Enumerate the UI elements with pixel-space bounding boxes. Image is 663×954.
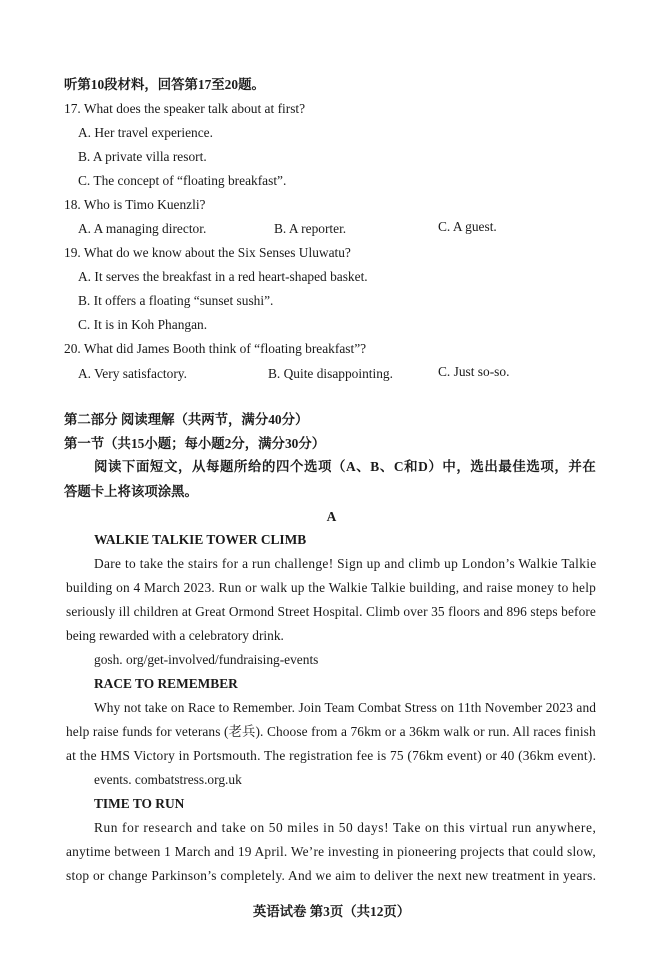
question-17-option-b: B. A private villa resort. bbox=[78, 149, 207, 164]
reading-instruction-line-1: 阅读下面短文，从每题所给的四个选项（A、B、C和D）中，选出最佳选项，并在 bbox=[94, 459, 597, 474]
reading-instruction-line-2: 答题卡上将该项涂黑。 bbox=[64, 484, 198, 499]
item-2-title: RACE TO REMEMBER bbox=[94, 676, 238, 691]
item-2-line-2: help raise funds for veterans (老兵). Choose from a 76km or a 36km walk or run. All races finish bbox=[66, 724, 596, 739]
question-18-option-a: A. A managing director. bbox=[78, 221, 207, 236]
item-3-line-3: stop or change Parkinson’s completely. And we aim to deliver the next new treatment in years. bbox=[66, 868, 597, 883]
item-1-line-3: seriously ill children at Great Ormond Street Hospital. Climb over 35 floors and 896 steps before bbox=[66, 604, 596, 619]
question-18-option-c: C. A guest. bbox=[438, 219, 497, 234]
question-19-option-c: C. It is in Koh Phangan. bbox=[78, 317, 208, 332]
item-1-line-4: being rewarded with a celebratory drink. bbox=[66, 628, 284, 643]
question-18-option-b: B. A reporter. bbox=[274, 221, 347, 236]
question-20-option-b: B. Quite disappointing. bbox=[268, 366, 393, 381]
page-footer: 英语试卷 第3页（共12页） bbox=[252, 904, 411, 919]
question-17-stem: 17. What does the speaker talk about at first? bbox=[64, 101, 306, 116]
item-3-line-2: anytime between 1 March and 19 April. We’re investing in pioneering projects that could slow, bbox=[66, 844, 596, 859]
listening-instruction: 听第10段材料，回答第17至20题。 bbox=[64, 77, 265, 92]
item-2-line-3: at the HMS Victory in Portsmouth. The registration fee is 75 (76km event) or 40 (36km event). bbox=[66, 748, 597, 763]
question-19-option-a: A. It serves the breakfast in a red heart-shaped basket. bbox=[78, 269, 368, 284]
question-18-stem: 18. Who is Timo Kuenzli? bbox=[64, 197, 206, 212]
item-1-line-2: building on 4 March 2023. Run or walk up the Walkie Talkie building, and raise money to help bbox=[66, 580, 597, 595]
item-1-line-1: Dare to take the stairs for a run challenge! Sign up and climb up London’s Walkie Talkie bbox=[94, 556, 597, 571]
item-2-line-1: Why not take on Race to Remember. Join Team Combat Stress on 11th November 2023 and bbox=[94, 700, 597, 715]
passage-label: A bbox=[326, 509, 337, 524]
question-20-option-a: A. Very satisfactory. bbox=[78, 366, 187, 381]
question-19-stem: 19. What do we know about the Six Senses Uluwatu? bbox=[64, 245, 351, 260]
item-2-link: events. combatstress.org.uk bbox=[94, 772, 242, 787]
question-19-option-b: B. It offers a floating “sunset sushi”. bbox=[78, 293, 274, 308]
question-20-option-c: C. Just so-so. bbox=[438, 364, 510, 379]
question-17-option-a: A. Her travel experience. bbox=[78, 125, 213, 140]
item-3-title: TIME TO RUN bbox=[94, 796, 185, 811]
item-3-line-1: Run for research and take on 50 miles in 50 days! Take on this virtual run anywhere, bbox=[94, 820, 597, 835]
question-20-stem: 20. What did James Booth think of “floating breakfast”? bbox=[64, 341, 367, 356]
question-17-option-c: C. The concept of “floating breakfast”. bbox=[78, 173, 287, 188]
item-1-link: gosh. org/get-involved/fundraising-events bbox=[94, 652, 319, 667]
section-one-heading: 第一节（共15小题；每小题2分，满分30分） bbox=[64, 436, 326, 451]
part-two-heading: 第二部分 阅读理解（共两节，满分40分） bbox=[64, 412, 309, 427]
item-1-title: WALKIE TALKIE TOWER CLIMB bbox=[94, 532, 307, 547]
